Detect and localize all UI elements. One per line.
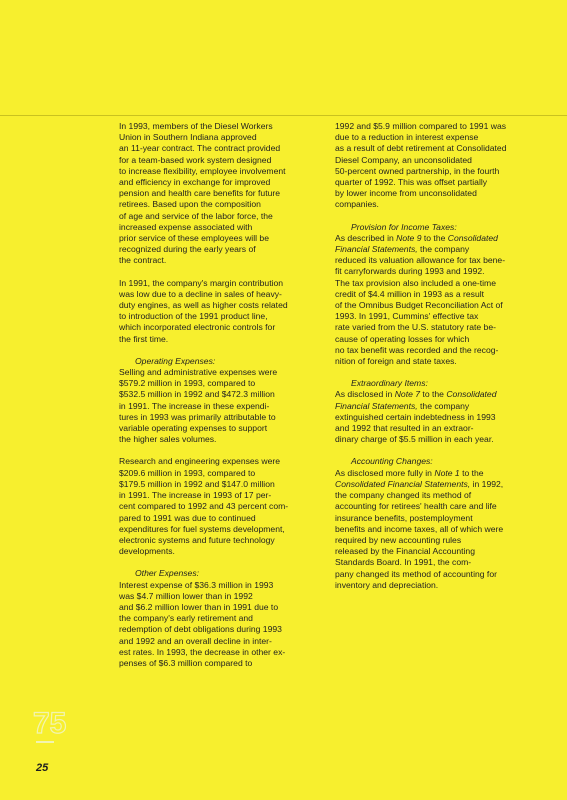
text-line: pared to 1991 was due to continued	[119, 512, 256, 523]
text-line: an 11-year contract. The contract provided	[119, 143, 281, 154]
text-line: the company's early retirement and	[119, 613, 253, 624]
text-line: $209.6 million in 1993, compared to	[119, 467, 256, 478]
statement-reference: Consolidated	[447, 232, 498, 243]
text-line: variable operating expenses to support	[119, 423, 268, 434]
text-line: the company changed its method of	[335, 490, 472, 501]
text-line: Interest expense of $36.3 million in 1993	[119, 579, 274, 590]
text-line: the first time.	[119, 333, 169, 344]
statement-reference: Consolidated Financial Statements,	[335, 478, 471, 489]
text-line: increased expense associated with	[119, 221, 253, 232]
text-line: expenditures for fuel systems development,	[119, 523, 285, 534]
text-line: extinguished certain indebtedness in 1993	[335, 411, 496, 422]
text-line: pension and health care benefits for future	[119, 188, 281, 199]
text-line: pany changed its method of accounting for	[335, 568, 497, 579]
text-line: reduced its valuation allowance for tax bene-	[335, 255, 506, 266]
text-run: the company	[417, 244, 470, 255]
text-line: which incorporated electronic controls for	[119, 322, 276, 333]
text-line: redemption of debt obligations during 1993	[119, 624, 282, 635]
paragraph-research-engineering	[119, 456, 319, 557]
paragraph-other-expenses	[119, 568, 319, 669]
text-line: developments.	[119, 546, 175, 557]
text-line: by lower income from unconsolidated	[335, 188, 477, 199]
text-line: est rates. In 1993, the decrease in other ex-	[119, 646, 286, 657]
text-line: In 1991, the company's margin contribution	[119, 277, 284, 288]
text-line: rate varied from the U.S. statutory rate be-	[335, 322, 496, 333]
statement-reference: Financial Statements,	[335, 400, 418, 411]
text-run: As disclosed in	[335, 389, 395, 400]
text-line: and efficiency in exchange for improved	[119, 177, 271, 188]
paragraph-extraordinary-items	[335, 378, 535, 445]
statement-reference: Financial Statements,	[335, 244, 418, 255]
text-line: the contract.	[119, 255, 167, 266]
text-line: and 1992 and an overall decline in inter-	[119, 635, 272, 646]
text-line: In 1993, members of the Diesel Workers	[119, 121, 273, 131]
text-line: required by new accounting rules	[335, 534, 462, 545]
text-line: benefits and income taxes, all of which were	[335, 523, 504, 534]
seventy-five-anniversary-emblem-icon	[32, 705, 72, 750]
text-line: was $4.7 million lower than in 1992	[119, 590, 253, 601]
text-line: inventory and depreciation.	[335, 579, 439, 590]
text-line: cause of operating losses for which	[335, 333, 470, 344]
text-run: in 1992,	[470, 478, 504, 489]
text-line: nition of foreign and state taxes.	[335, 356, 457, 367]
paragraph-margin-contribution	[119, 278, 319, 345]
text-line: no tax benefit was recorded and the recog-	[335, 344, 499, 355]
text-line: of the Omnibus Budget Reconciliation Act of	[335, 300, 503, 311]
text-line	[335, 233, 535, 244]
text-line: Union in Southern Indiana approved	[119, 132, 257, 143]
text-line: released by the Financial Accounting	[335, 546, 475, 557]
text-line: $579.2 million in 1993, compared to	[119, 378, 256, 389]
text-run: to the	[420, 389, 447, 400]
text-line: of age and service of the labor force, the	[119, 210, 273, 221]
section-heading-extraordinary-items: Extraordinary Items:	[351, 378, 428, 389]
text-line: accounting for retirees' health care and life	[335, 501, 497, 512]
text-line: as a result of debt retirement at Consolidated	[335, 143, 507, 154]
text-line: for a team-based work system designed	[119, 154, 272, 165]
paragraph-income-taxes	[335, 222, 535, 368]
text-line: 1992 and $5.9 million compared to 1991 was	[335, 121, 507, 131]
text-line: to introduction of the 1991 product line,	[119, 311, 268, 322]
text-line: electronic systems and future technology	[119, 534, 275, 545]
text-line: dinary charge of $5.5 million in each year.	[335, 434, 494, 445]
text-line: insurance benefits, postemployment	[335, 512, 473, 523]
text-line: retirees. Based upon the composition	[119, 199, 261, 210]
text-line: penses of $6.3 million compared to	[119, 657, 253, 668]
text-run: As disclosed more fully in	[335, 467, 435, 478]
section-heading-accounting-changes: Accounting Changes:	[351, 456, 433, 467]
text-line: recognized during the early years of	[119, 244, 256, 255]
text-line	[335, 401, 535, 412]
statement-reference: Consolidated	[446, 389, 497, 400]
section-heading-other-expenses: Other Expenses:	[135, 568, 200, 579]
text-line: quarter of 1992. This was offset partially	[335, 177, 488, 188]
section-heading-operating-expenses: Operating Expenses:	[135, 355, 216, 366]
left-column	[119, 121, 319, 680]
text-line: prior service of these employees will be	[119, 233, 269, 244]
emblem-underline	[36, 741, 54, 743]
paragraph-union-contract	[119, 121, 319, 267]
text-line: Research and engineering expenses were	[119, 456, 280, 467]
page-number: 25	[36, 762, 49, 774]
emblem-number: 75	[33, 707, 67, 740]
text-line: $532.5 million in 1992 and $472.3 million	[119, 389, 275, 400]
text-line: fit carryforwards during 1993 and 1992.	[335, 266, 485, 277]
text-line	[335, 479, 535, 490]
note-reference: Note 1	[434, 467, 460, 478]
right-column	[335, 121, 535, 602]
text-run: the company	[417, 400, 470, 411]
text-line	[335, 468, 535, 479]
text-line: credit of $4.4 million in 1993 as a result	[335, 288, 485, 299]
note-reference: Note 7	[394, 389, 421, 400]
section-heading-income-taxes: Provision for Income Taxes:	[351, 221, 457, 232]
text-line: in 1991. The increase in these expendi-	[119, 400, 270, 411]
paragraph-operating-expenses	[119, 356, 319, 446]
text-run: As described in	[335, 232, 397, 243]
text-line: 50-percent owned partnership, in the fourth	[335, 165, 500, 176]
text-line: The tax provision also included a one-time	[335, 277, 496, 288]
text-line: Diesel Company, an unconsolidated	[335, 154, 472, 165]
text-line: to increase flexibility, employee involvement	[119, 165, 286, 176]
text-line: and $6.2 million lower than in 1991 due to	[119, 601, 279, 612]
text-line: companies.	[335, 199, 379, 210]
top-rule	[0, 115, 567, 116]
text-line: cent compared to 1992 and 43 percent com-	[119, 501, 289, 512]
text-run: to the	[421, 232, 448, 243]
text-line	[335, 244, 535, 255]
text-line: due to a reduction in interest expense	[335, 132, 479, 143]
text-line: in 1991. The increase in 1993 of 17 per-	[119, 490, 272, 501]
text-line: tures in 1993 was primarily attributable to	[119, 411, 276, 422]
text-line: the higher sales volumes.	[119, 434, 217, 445]
text-line: duty engines, as well as higher costs related	[119, 300, 288, 311]
text-line: and 1992 that resulted in an extraor-	[335, 423, 474, 434]
note-reference: Note 9	[396, 232, 422, 243]
text-line	[335, 389, 535, 400]
text-line: $179.5 million in 1992 and $147.0 million	[119, 478, 275, 489]
text-line: Selling and administrative expenses were	[119, 367, 278, 378]
text-line: 1993. In 1991, Cummins' effective tax	[335, 311, 479, 322]
text-run: to the	[459, 467, 484, 478]
paragraph-interest-continued	[335, 121, 535, 211]
paragraph-accounting-changes	[335, 456, 535, 590]
text-line: was low due to a decline in sales of heavy-	[119, 288, 282, 299]
text-line: Standards Board. In 1991, the com-	[335, 557, 472, 568]
